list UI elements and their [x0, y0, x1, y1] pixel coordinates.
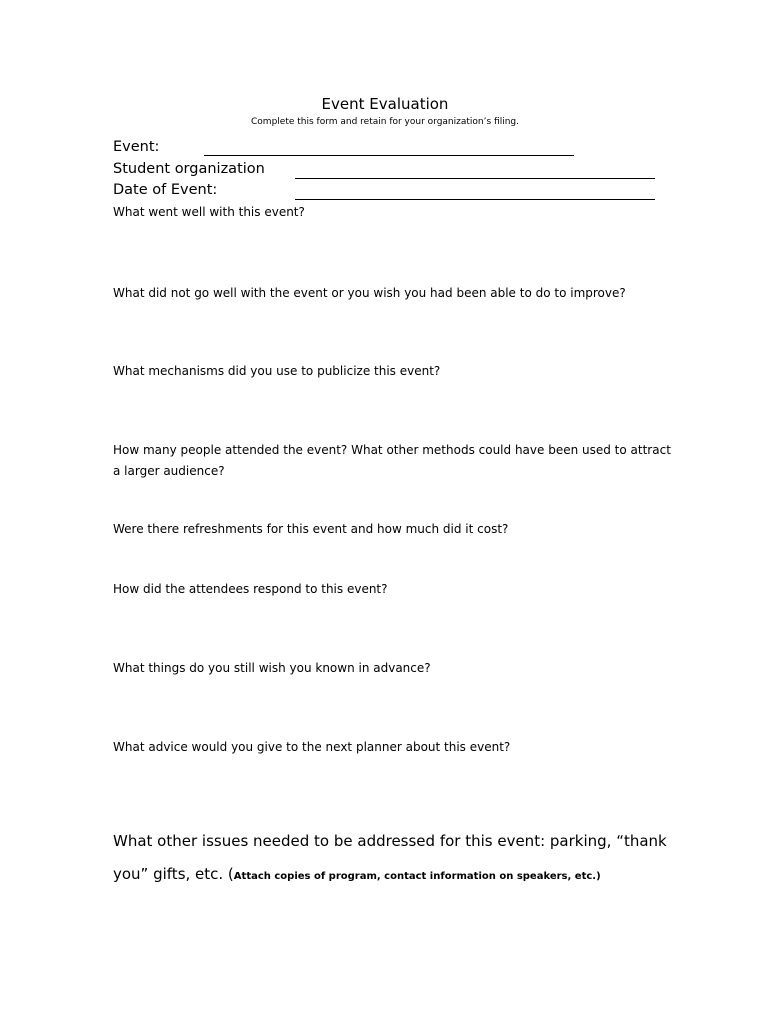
- student-organization-label: Student organization: [113, 161, 265, 177]
- page-subtitle: Complete this form and retain for your organization’s filing.: [251, 117, 519, 127]
- question-other-issues: [113, 825, 683, 893]
- question-refreshments: Were there refreshments for this event and how much did it cost?: [113, 522, 509, 536]
- date-of-event-label: Date of Event:: [113, 182, 218, 198]
- question-other-issues-note: Attach copies of program, contact information on speakers, etc.): [233, 871, 601, 882]
- date-of-event-input-line[interactable]: [295, 199, 655, 200]
- question-went-well: What went well with this event?: [113, 205, 305, 219]
- event-label: Event:: [113, 139, 160, 155]
- question-attendee-response: How did the attendees respond to this event?: [113, 582, 388, 596]
- question-publicize-mechanisms: What mechanisms did you use to publicize this event?: [113, 364, 441, 378]
- question-attendance: How many people attended the event? What other methods could have been used to attract a larger audience?: [113, 443, 671, 478]
- question-other-issues-main: What other issues needed to be addressed for this event: parking, “thank you” gifts, etc. (: [113, 832, 667, 883]
- question-wish-known: What things do you still wish you known in advance?: [113, 661, 431, 675]
- question-did-not-go-well: What did not go well with the event or you wish you had been able to do to improve?: [113, 286, 626, 300]
- question-advice: What advice would you give to the next planner about this event?: [113, 740, 511, 754]
- event-input-line[interactable]: [204, 155, 574, 156]
- page-title: Event Evaluation: [321, 95, 449, 113]
- student-organization-input-line[interactable]: [295, 178, 655, 179]
